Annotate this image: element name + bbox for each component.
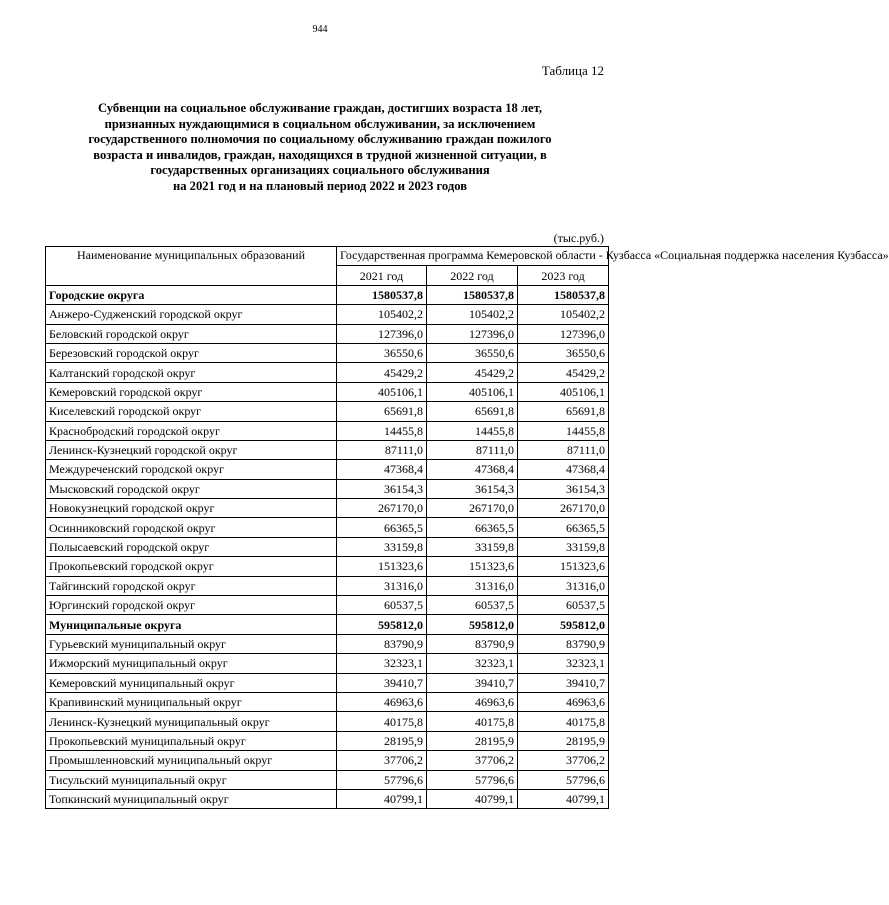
program-column-header: Государственная программа Кемеровской области - Кузбасса «Социальная поддержка населения Кузбасса» (337, 247, 609, 266)
value-2021-cell: 33159,8 (337, 537, 427, 556)
table-group-row (46, 285, 609, 304)
municipality-name-cell: Новокузнецкий городской округ (46, 499, 337, 518)
value-2022-cell: 40175,8 (427, 712, 518, 731)
value-2021-cell: 595812,0 (337, 615, 427, 634)
value-2023-cell: 595812,0 (518, 615, 609, 634)
table-row (46, 518, 609, 537)
table-row (46, 324, 609, 343)
municipality-name-cell: Крапивинский муниципальный округ (46, 692, 337, 711)
value-2022-cell: 1580537,8 (427, 285, 518, 304)
table-row (46, 634, 609, 653)
table-row (46, 770, 609, 789)
value-2022-cell: 28195,9 (427, 731, 518, 750)
table-row (46, 537, 609, 556)
table-row (46, 789, 609, 808)
value-2021-cell: 87111,0 (337, 440, 427, 459)
table-row (46, 382, 609, 401)
value-2023-cell: 33159,8 (518, 537, 609, 556)
value-2022-cell: 267170,0 (427, 499, 518, 518)
table-row (46, 731, 609, 750)
municipality-name-cell: Муниципальные округа (46, 615, 337, 634)
municipality-name-cell: Ижморский муниципальный округ (46, 654, 337, 673)
value-2021-cell: 40799,1 (337, 789, 427, 808)
table-row (46, 751, 609, 770)
value-2022-cell: 36154,3 (427, 479, 518, 498)
value-2023-cell: 36550,6 (518, 343, 609, 362)
municipality-name-cell: Ленинск-Кузнецкий муниципальный округ (46, 712, 337, 731)
value-2022-cell: 66365,5 (427, 518, 518, 537)
value-2023-cell: 151323,6 (518, 557, 609, 576)
value-2023-cell: 47368,4 (518, 460, 609, 479)
value-2022-cell: 32323,1 (427, 654, 518, 673)
value-2021-cell: 36154,3 (337, 479, 427, 498)
municipality-name-cell: Промышленновский муниципальный округ (46, 751, 337, 770)
value-2022-cell: 60537,5 (427, 596, 518, 615)
year-header-2021: 2021 год (337, 266, 427, 285)
municipality-name-cell: Полысаевский городской округ (46, 537, 337, 556)
table-row (46, 402, 609, 421)
value-2023-cell: 127396,0 (518, 324, 609, 343)
units-label: (тыс.руб.) (553, 231, 604, 245)
value-2023-cell: 36154,3 (518, 479, 609, 498)
year-header-2023: 2023 год (518, 266, 609, 285)
municipality-name-cell: Ленинск-Кузнецкий городской округ (46, 440, 337, 459)
municipality-column-header: Наименование муниципальных образований (46, 247, 337, 286)
table-row (46, 673, 609, 692)
value-2023-cell: 267170,0 (518, 499, 609, 518)
table-row (46, 363, 609, 382)
value-2022-cell: 127396,0 (427, 324, 518, 343)
value-2022-cell: 46963,6 (427, 692, 518, 711)
value-2023-cell: 83790,9 (518, 634, 609, 653)
municipality-name-cell: Гурьевский муниципальный округ (46, 634, 337, 653)
municipality-name-cell: Березовский городской округ (46, 343, 337, 362)
value-2021-cell: 39410,7 (337, 673, 427, 692)
page-number: 944 (312, 24, 328, 35)
value-2021-cell: 57796,6 (337, 770, 427, 789)
value-2022-cell: 57796,6 (427, 770, 518, 789)
value-2022-cell: 36550,6 (427, 343, 518, 362)
municipality-name-cell: Кемеровский городской округ (46, 382, 337, 401)
value-2023-cell: 405106,1 (518, 382, 609, 401)
table-row (46, 654, 609, 673)
municipality-name-cell: Тисульский муниципальный округ (46, 770, 337, 789)
title-line: на 2021 год и на плановый период 2022 и 2023 годов (172, 178, 468, 193)
value-2021-cell: 36550,6 (337, 343, 427, 362)
municipality-name-cell: Краснобродский городской округ (46, 421, 337, 440)
table-group-row (46, 615, 609, 634)
value-2021-cell: 127396,0 (337, 324, 427, 343)
municipality-name-cell: Прокопьевский городской округ (46, 557, 337, 576)
value-2023-cell: 14455,8 (518, 421, 609, 440)
value-2022-cell: 83790,9 (427, 634, 518, 653)
value-2023-cell: 45429,2 (518, 363, 609, 382)
municipality-name-cell: Киселевский городской округ (46, 402, 337, 421)
value-2021-cell: 37706,2 (337, 751, 427, 770)
value-2021-cell: 47368,4 (337, 460, 427, 479)
value-2021-cell: 45429,2 (337, 363, 427, 382)
value-2021-cell: 31316,0 (337, 576, 427, 595)
value-2022-cell: 39410,7 (427, 673, 518, 692)
value-2021-cell: 32323,1 (337, 654, 427, 673)
value-2023-cell: 39410,7 (518, 673, 609, 692)
value-2022-cell: 14455,8 (427, 421, 518, 440)
table-row (46, 712, 609, 731)
value-2023-cell: 1580537,8 (518, 285, 609, 304)
value-2023-cell: 28195,9 (518, 731, 609, 750)
table-row (46, 596, 609, 615)
table-row (46, 576, 609, 595)
municipality-name-cell: Тайгинский городской округ (46, 576, 337, 595)
value-2021-cell: 14455,8 (337, 421, 427, 440)
table-row (46, 343, 609, 362)
value-2022-cell: 595812,0 (427, 615, 518, 634)
municipality-name-cell: Прокопьевский муниципальный округ (46, 731, 337, 750)
value-2023-cell: 32323,1 (518, 654, 609, 673)
value-2021-cell: 83790,9 (337, 634, 427, 653)
value-2022-cell: 151323,6 (427, 557, 518, 576)
value-2023-cell: 60537,5 (518, 596, 609, 615)
title-line: государственных организациях социального обслуживания (150, 163, 490, 178)
table-body (46, 285, 609, 809)
value-2023-cell: 105402,2 (518, 305, 609, 324)
municipality-name-cell: Мысковский городской округ (46, 479, 337, 498)
municipality-name-cell: Юргинский городской округ (46, 596, 337, 615)
title-line: государственного полномочия по социальному обслуживанию граждан пожилого (88, 132, 552, 147)
value-2021-cell: 46963,6 (337, 692, 427, 711)
value-2023-cell: 65691,8 (518, 402, 609, 421)
municipality-name-cell: Осинниковский городской округ (46, 518, 337, 537)
value-2022-cell: 45429,2 (427, 363, 518, 382)
title-line: признанных нуждающимися в социальном обслуживании, за исключением (104, 116, 536, 131)
title-line: возраста и инвалидов, граждан, находящихся в трудной жизненной ситуации, в (93, 147, 547, 162)
municipality-name-cell: Топкинский муниципальный округ (46, 789, 337, 808)
value-2023-cell: 57796,6 (518, 770, 609, 789)
value-2022-cell: 105402,2 (427, 305, 518, 324)
municipality-name-cell: Городские округа (46, 285, 337, 304)
table-row (46, 692, 609, 711)
value-2022-cell: 405106,1 (427, 382, 518, 401)
municipality-name-cell: Калтанский городской округ (46, 363, 337, 382)
value-2022-cell: 33159,8 (427, 537, 518, 556)
subsidies-table (45, 246, 889, 809)
value-2022-cell: 40799,1 (427, 789, 518, 808)
value-2021-cell: 267170,0 (337, 499, 427, 518)
table-row (46, 305, 609, 324)
title-line: Субвенции на социальное обслуживание граждан, достигших возраста 18 лет, (97, 101, 543, 115)
municipality-name-cell: Междуреченский городской округ (46, 460, 337, 479)
value-2022-cell: 37706,2 (427, 751, 518, 770)
value-2021-cell: 40175,8 (337, 712, 427, 731)
value-2023-cell: 40175,8 (518, 712, 609, 731)
document-title (60, 101, 580, 195)
value-2022-cell: 47368,4 (427, 460, 518, 479)
table-row (46, 460, 609, 479)
table-row (46, 440, 609, 459)
table-row (46, 479, 609, 498)
value-2021-cell: 405106,1 (337, 382, 427, 401)
value-2021-cell: 105402,2 (337, 305, 427, 324)
value-2021-cell: 65691,8 (337, 402, 427, 421)
value-2023-cell: 87111,0 (518, 440, 609, 459)
value-2021-cell: 60537,5 (337, 596, 427, 615)
value-2023-cell: 37706,2 (518, 751, 609, 770)
municipality-name-cell: Беловский городской округ (46, 324, 337, 343)
value-2022-cell: 65691,8 (427, 402, 518, 421)
value-2023-cell: 66365,5 (518, 518, 609, 537)
table-row (46, 557, 609, 576)
value-2021-cell: 1580537,8 (337, 285, 427, 304)
table-row (46, 421, 609, 440)
year-header-2022: 2022 год (427, 266, 518, 285)
value-2023-cell: 31316,0 (518, 576, 609, 595)
value-2021-cell: 151323,6 (337, 557, 427, 576)
value-2023-cell: 46963,6 (518, 692, 609, 711)
municipality-name-cell: Анжеро-Судженский городской округ (46, 305, 337, 324)
table-label: Таблица 12 (541, 63, 604, 78)
value-2021-cell: 28195,9 (337, 731, 427, 750)
value-2023-cell: 40799,1 (518, 789, 609, 808)
table-row (46, 499, 609, 518)
value-2022-cell: 87111,0 (427, 440, 518, 459)
value-2021-cell: 66365,5 (337, 518, 427, 537)
municipality-name-cell: Кемеровский муниципальный округ (46, 673, 337, 692)
value-2022-cell: 31316,0 (427, 576, 518, 595)
